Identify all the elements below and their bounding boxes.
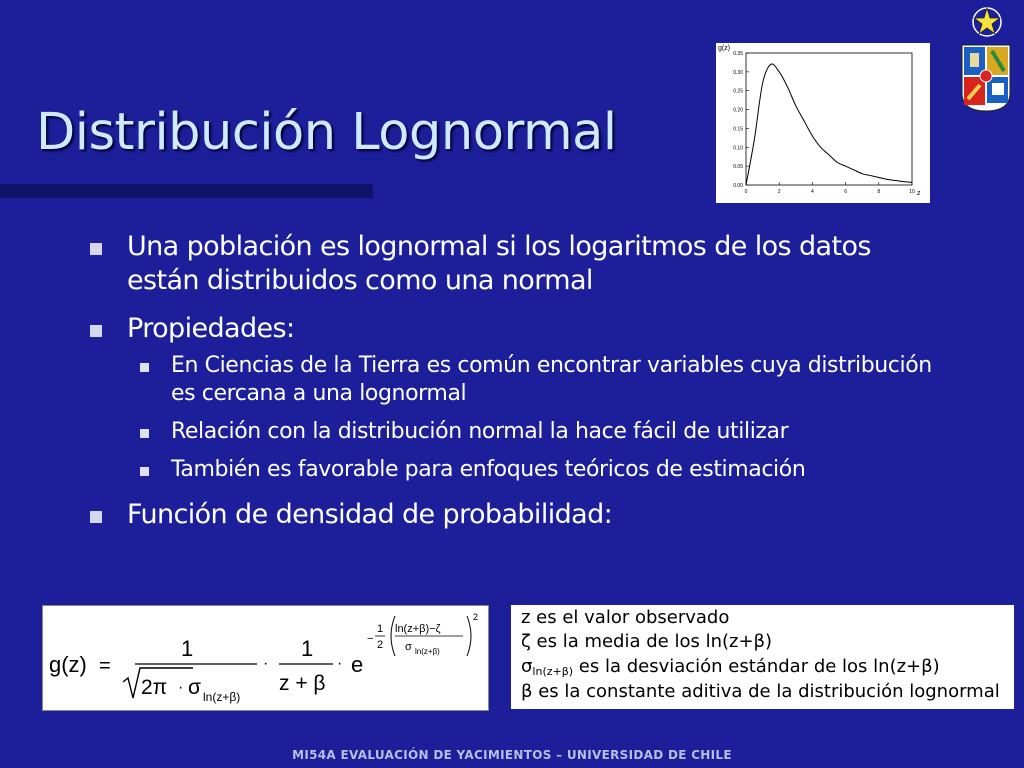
legend-line-beta (521, 681, 1000, 702)
bullet-text: Función de densidad de probabilidad: (127, 499, 613, 530)
formula-exp-numerator: ln(z+β)−ζ (395, 623, 441, 635)
bullet-square-icon (90, 243, 102, 255)
lognormal-density-curve (746, 64, 912, 185)
y-tick-label: 0.30 (733, 69, 743, 76)
star-icon (967, 2, 1007, 42)
formula-lhs: g(z) (49, 652, 87, 677)
bullet-list (90, 230, 950, 546)
zeta-symbol: ζ (521, 631, 531, 652)
lognormal-chart (716, 43, 930, 203)
bullet-item (90, 312, 950, 346)
sub-bullet-item (90, 352, 950, 408)
formula-sqrt-inner: 2π (141, 676, 168, 699)
beta-symbol: β (521, 681, 533, 702)
y-tick-label: 0.15 (733, 126, 743, 133)
legend-line-zeta (521, 631, 772, 652)
lognormal-chart-svg (716, 43, 930, 203)
formula-numerator-1: 1 (181, 636, 194, 661)
x-axis-label: z (917, 190, 921, 197)
formula-exp-half-den: 2 (377, 639, 384, 651)
x-tick-label: 4 (811, 189, 814, 195)
university-crest-logo (960, 43, 1012, 113)
sub-bullet-text: También es favorable para enfoques teóricos de estimación (171, 457, 806, 482)
bullet-square-icon (90, 511, 102, 523)
legend-line-z (521, 607, 729, 628)
formula-sigma: σ (188, 676, 201, 699)
formula-exp-base: e (351, 652, 364, 677)
bullet-text: Una población es lognormal si los logaritmos de los datos están distribuidos como una normal (127, 231, 871, 296)
formula-dot: · (337, 655, 343, 672)
title-underline-bar (0, 184, 373, 198)
formula-numerator-2: 1 (301, 636, 314, 661)
x-tick-label: 0 (744, 189, 748, 195)
formula-sigma-subscript: ln(z+β) (203, 690, 241, 704)
chart-plot-frame (746, 53, 912, 185)
y-axis-label: g(z) (718, 45, 731, 52)
density-formula (42, 605, 489, 711)
sub-bullet-item (90, 456, 950, 484)
legend-line-sigma (521, 656, 940, 678)
sub-bullet-text: Relación con la distribución normal la hace fácil de utilizar (171, 419, 789, 444)
formula-svg (43, 606, 488, 710)
formula-dot: · (263, 655, 269, 672)
formula-exp-half-num: 1 (377, 623, 384, 635)
sub-bullet-item (90, 418, 950, 446)
slide-title: Distribución Lognormal (36, 103, 617, 162)
sub-bullet-square-icon (140, 363, 149, 372)
legend-text: es la desviación estándar de los ln(z+β) (573, 656, 940, 677)
legend-text: z es el valor observado (521, 607, 730, 628)
sub-bullet-square-icon (140, 467, 149, 476)
x-tick-label: 2 (777, 189, 781, 195)
legend-text: es la constante aditiva de la distribución lognormal (532, 681, 1000, 702)
slide-footer: MI54A EVALUACIÓN DE YACIMIENTOS – UNIVERSIDAD DE CHILE (292, 748, 732, 762)
y-tick-label: 0.10 (733, 145, 743, 152)
sigma-subscript: ln(z+β) (532, 665, 574, 678)
y-tick-label: 0.00 (733, 183, 743, 189)
y-tick-label: 0.05 (733, 164, 743, 171)
bullet-square-icon (90, 325, 102, 337)
sub-bullet-square-icon (140, 429, 149, 438)
formula-equals: = (99, 655, 111, 677)
bullet-item (90, 230, 950, 298)
variables-legend (511, 605, 1014, 709)
x-tick-label: 10 (909, 189, 915, 195)
y-tick-label: 0.35 (733, 51, 743, 57)
x-tick-label: 8 (877, 189, 881, 195)
formula-dot: · (178, 679, 184, 696)
bullet-text: Propiedades: (127, 313, 295, 344)
y-tick-label: 0.20 (733, 107, 743, 114)
formula-exp-den-subscript: ln(z+β) (415, 647, 440, 656)
formula-denominator-2: z + β (279, 672, 326, 695)
formula-exp-den-sigma: σ (405, 641, 412, 653)
y-tick-label: 0.25 (733, 88, 743, 95)
sigma-symbol: σ (521, 656, 533, 677)
legend-text: es la media de los ln(z+β) (530, 631, 773, 652)
x-tick-label: 6 (844, 189, 847, 195)
bullet-item (90, 498, 950, 532)
formula-exp-minus: − (367, 633, 374, 645)
sub-bullet-text: En Ciencias de la Tierra es común encontrar variables cuya distribución es cercana a una lognormal (171, 353, 932, 406)
formula-exp-power: 2 (473, 612, 479, 622)
